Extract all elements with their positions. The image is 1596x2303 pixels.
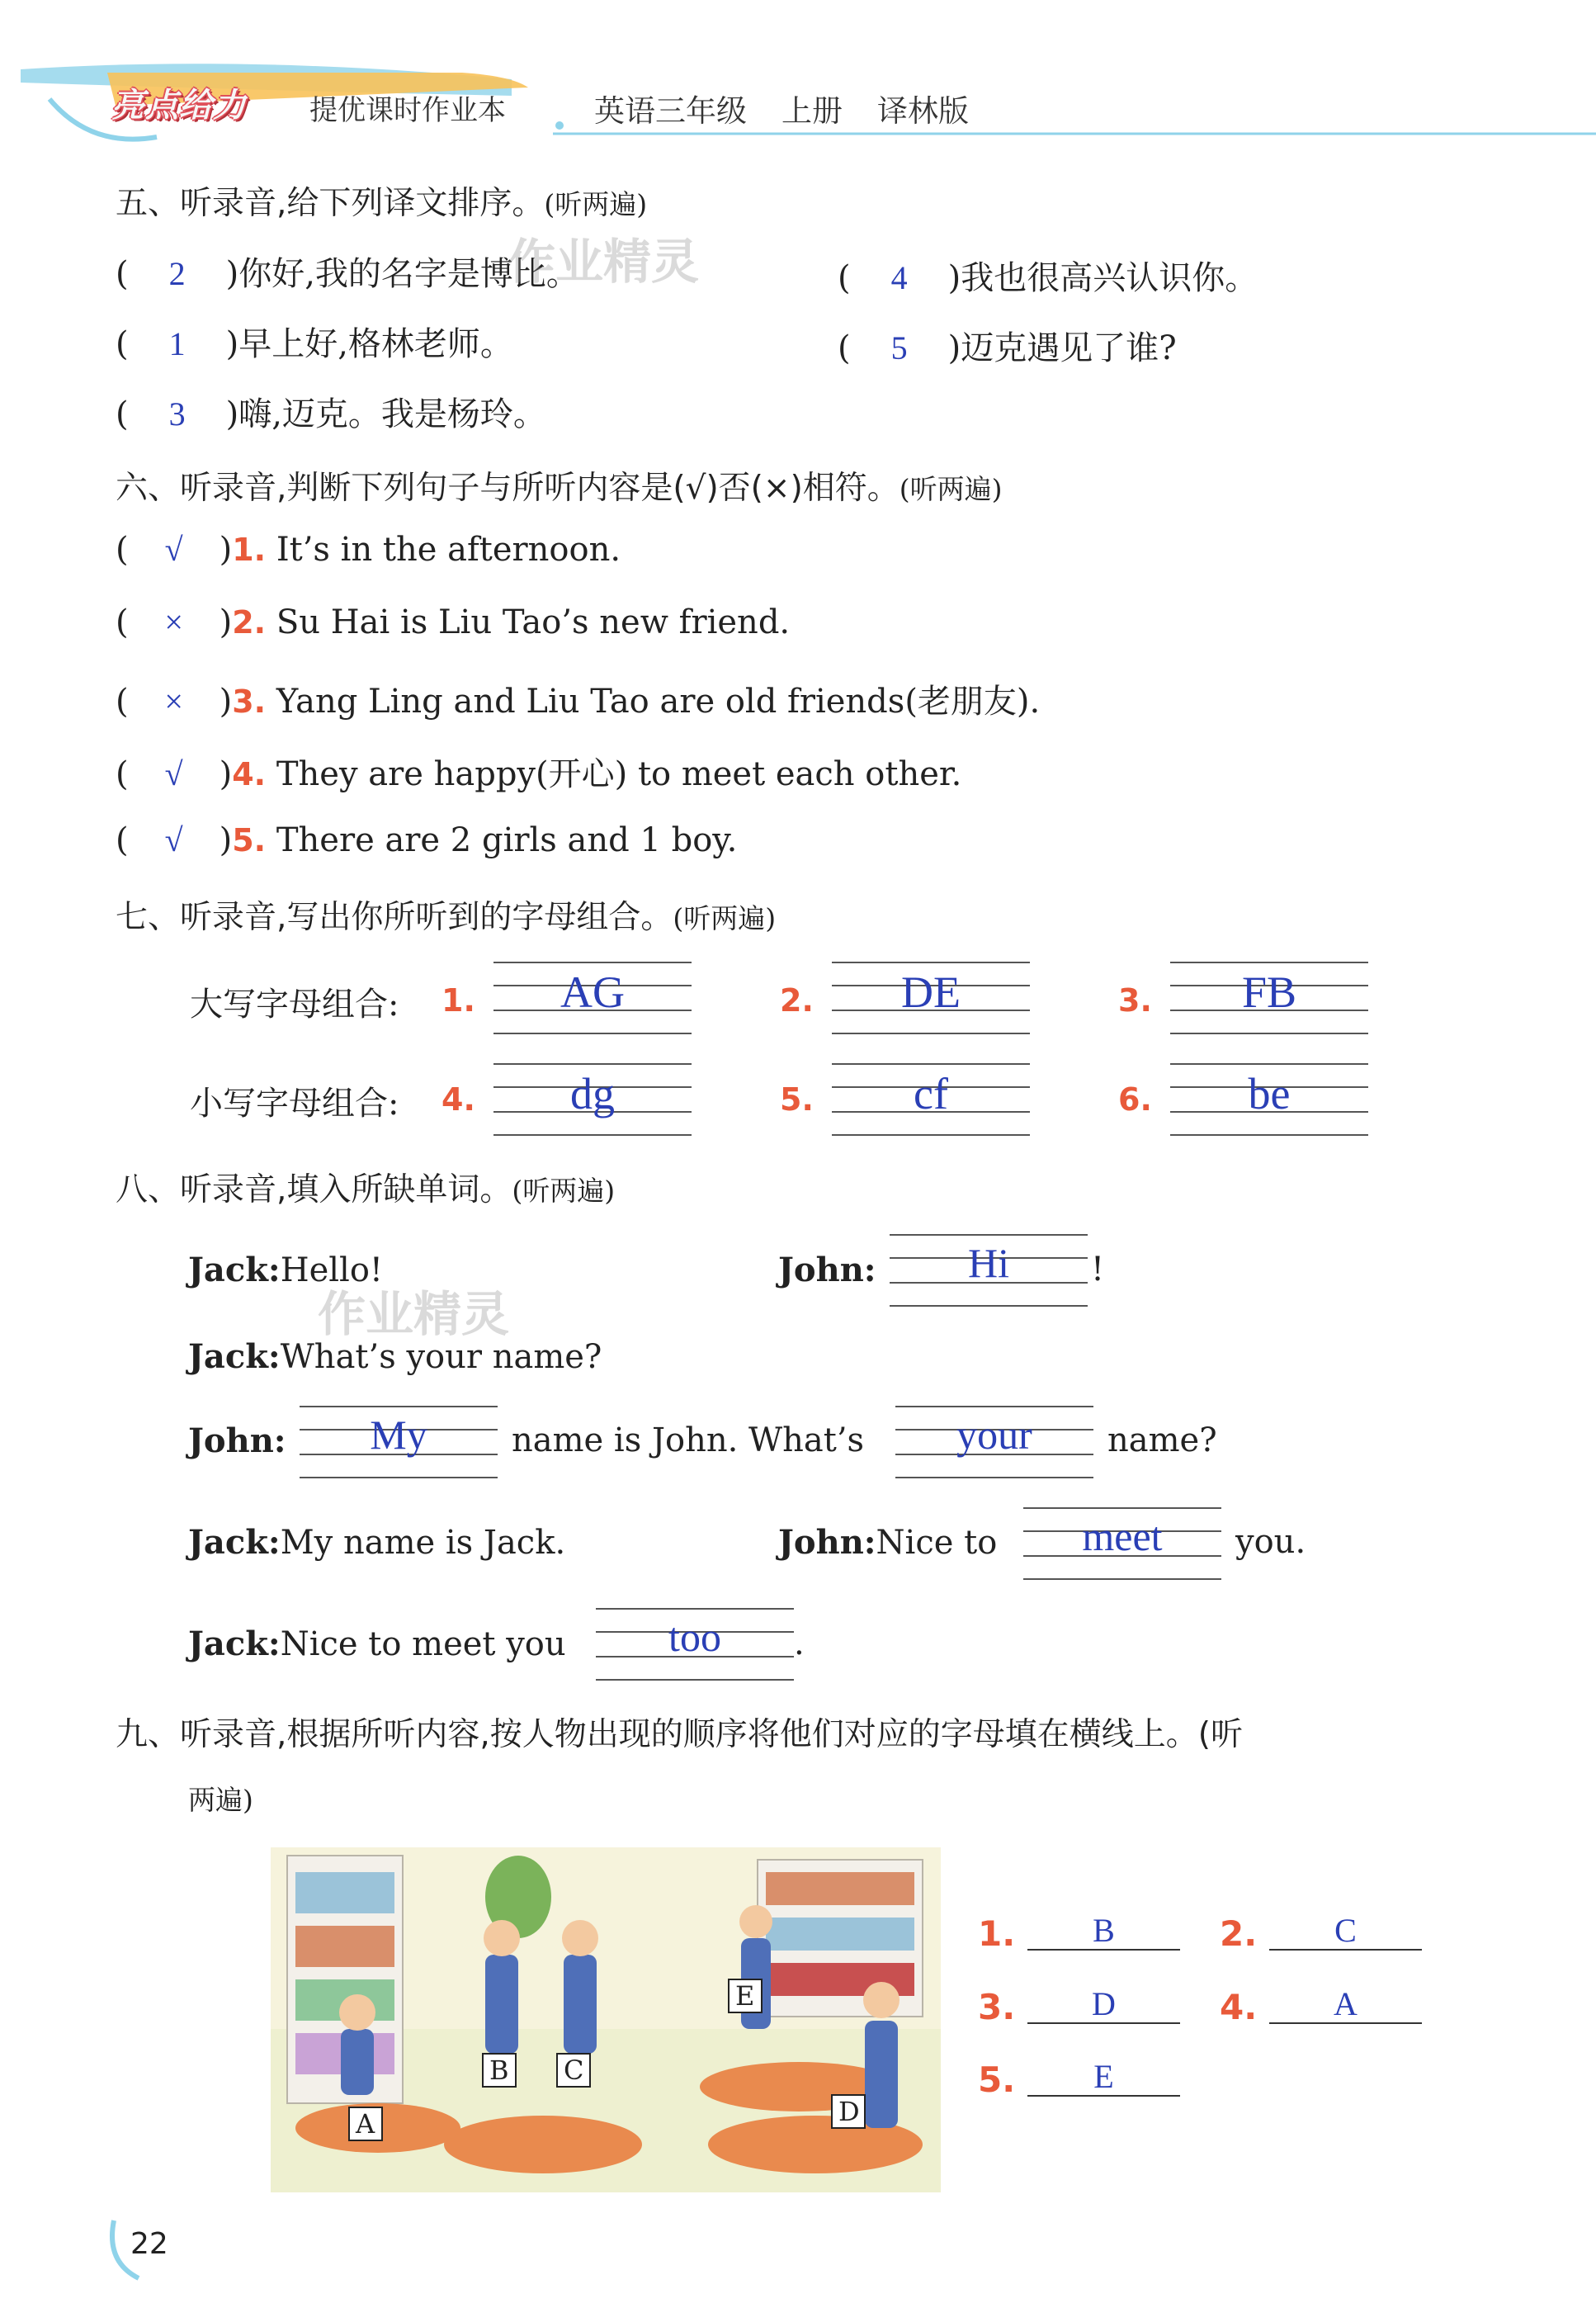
dialog-jack-1: Jack:Hello! <box>188 1251 383 1289</box>
upper-num-3: 3. <box>1118 982 1152 1019</box>
dialog-john-2-label: John: <box>188 1421 286 1460</box>
label-c: C <box>564 2055 584 2086</box>
dialog-jack-3: Jack:My name is Jack. <box>188 1523 566 1562</box>
section9-title-cont: 两遍) <box>188 1784 253 1816</box>
series-subtitle: 提优课时作业本 <box>309 94 506 127</box>
blank-your: your <box>895 1406 1093 1478</box>
dialog-john-1-label: John: <box>778 1251 876 1289</box>
section8-title: 八、听录音,填入所缺单词。(听两遍) <box>116 1171 616 1208</box>
lower-num-6: 6. <box>1118 1081 1152 1118</box>
blank-meet: meet <box>1023 1507 1221 1580</box>
upper-num-2: 2. <box>780 982 814 1019</box>
label-b: B <box>489 2055 509 2086</box>
watermark-1: 作业精灵 <box>508 234 700 290</box>
upper-writing-line-2: DE <box>832 962 1030 1034</box>
library-illustration <box>271 1847 941 2192</box>
upper-writing-line-1: AG <box>493 962 692 1034</box>
lower-writing-line-4: dg <box>493 1063 692 1136</box>
section7-title: 七、听录音,写出你所听到的字母组合。(听两遍) <box>116 899 777 936</box>
section5-item-4: ( 5 )迈克遇见了谁? <box>838 329 1177 367</box>
dialog-jack-4: Jack:Nice to meet you <box>188 1624 566 1663</box>
s9-answer-1: B <box>1027 1911 1180 1951</box>
dialog-john-1-end: ! <box>1091 1251 1105 1289</box>
dialog-john-2-mid: name is John. What’s <box>512 1421 865 1459</box>
section9-title: 九、听录音,根据所听内容,按人物出现的顺序将他们对应的字母填在横线上。(听 <box>116 1716 1244 1753</box>
dialog-john-3: John:Nice to <box>778 1523 998 1562</box>
s9-answer-4: A <box>1269 1984 1422 2024</box>
upper-writing-line-3: FB <box>1170 962 1368 1034</box>
s9-num-5: 5. <box>978 2059 1016 2100</box>
section6-item-5: ( √ )5. There are 2 girls and 1 boy. <box>116 821 738 859</box>
s9-num-3: 3. <box>978 1987 1016 2027</box>
dialog-jack-2: Jack:What’s your name? <box>188 1337 602 1376</box>
subject: 英语三年级 <box>594 93 747 129</box>
section6-item-4: ( √ )4. They are happy(开心) to meet each other. <box>116 755 962 793</box>
dialog-john-3-end: you. <box>1235 1523 1306 1561</box>
section6-item-2: ( × )2. Su Hai is Liu Tao’s new friend. <box>116 603 791 641</box>
section5-item-1: ( 2 )你好,我的名字是博比。 <box>116 255 579 293</box>
section5-item-2: ( 4 )我也很高兴认识你。 <box>838 259 1258 297</box>
lower-writing-line-6: be <box>1170 1063 1368 1136</box>
blank-my: My <box>300 1406 498 1478</box>
s9-answer-3: D <box>1027 1984 1180 2024</box>
blank-hi: Hi <box>890 1234 1088 1307</box>
blank-too: too <box>596 1608 794 1681</box>
upper-num-1: 1. <box>441 982 475 1019</box>
book-info <box>594 86 1003 130</box>
label-d: D <box>838 2096 860 2127</box>
s9-num-2: 2. <box>1220 1913 1258 1954</box>
volume: 上册 <box>781 93 843 129</box>
uppercase-label: 大写字母组合: <box>190 986 399 1024</box>
s9-num-1: 1. <box>978 1913 1016 1954</box>
label-e: E <box>735 1980 755 2012</box>
section6-title: 六、听录音,判断下列句子与所听内容是(√)否(×)相符。(听两遍) <box>116 470 1003 507</box>
lower-num-4: 4. <box>441 1081 475 1118</box>
brand-logo: 亮点给力 <box>111 87 247 125</box>
watermark-2: 作业精灵 <box>318 1286 510 1342</box>
section5-item-3: ( 1 )早上好,格林老师。 <box>116 325 513 363</box>
dialog-john-2-end: name? <box>1107 1421 1217 1459</box>
lower-writing-line-5: cf <box>832 1063 1030 1136</box>
s9-answer-5: E <box>1027 2057 1180 2097</box>
page-number: 22 <box>130 2227 168 2261</box>
lowercase-label: 小写字母组合: <box>190 1085 399 1123</box>
section6-item-3: ( × )3. Yang Ling and Liu Tao are old friends(老朋友). <box>116 683 1041 721</box>
s9-answer-2: C <box>1269 1911 1422 1951</box>
label-a: A <box>356 2108 375 2140</box>
s9-num-4: 4. <box>1220 1987 1258 2027</box>
lower-num-5: 5. <box>780 1081 814 1118</box>
edition: 译林版 <box>877 93 969 129</box>
dialog-jack-4-end: . <box>794 1624 805 1662</box>
section6-item-1: ( √ )1. It’s in the afternoon. <box>116 531 621 569</box>
section5-title: 五、听录音,给下列译文排序。(听两遍) <box>116 185 648 222</box>
section5-item-5: ( 3 )嗨,迈克。我是杨玲。 <box>116 395 546 433</box>
